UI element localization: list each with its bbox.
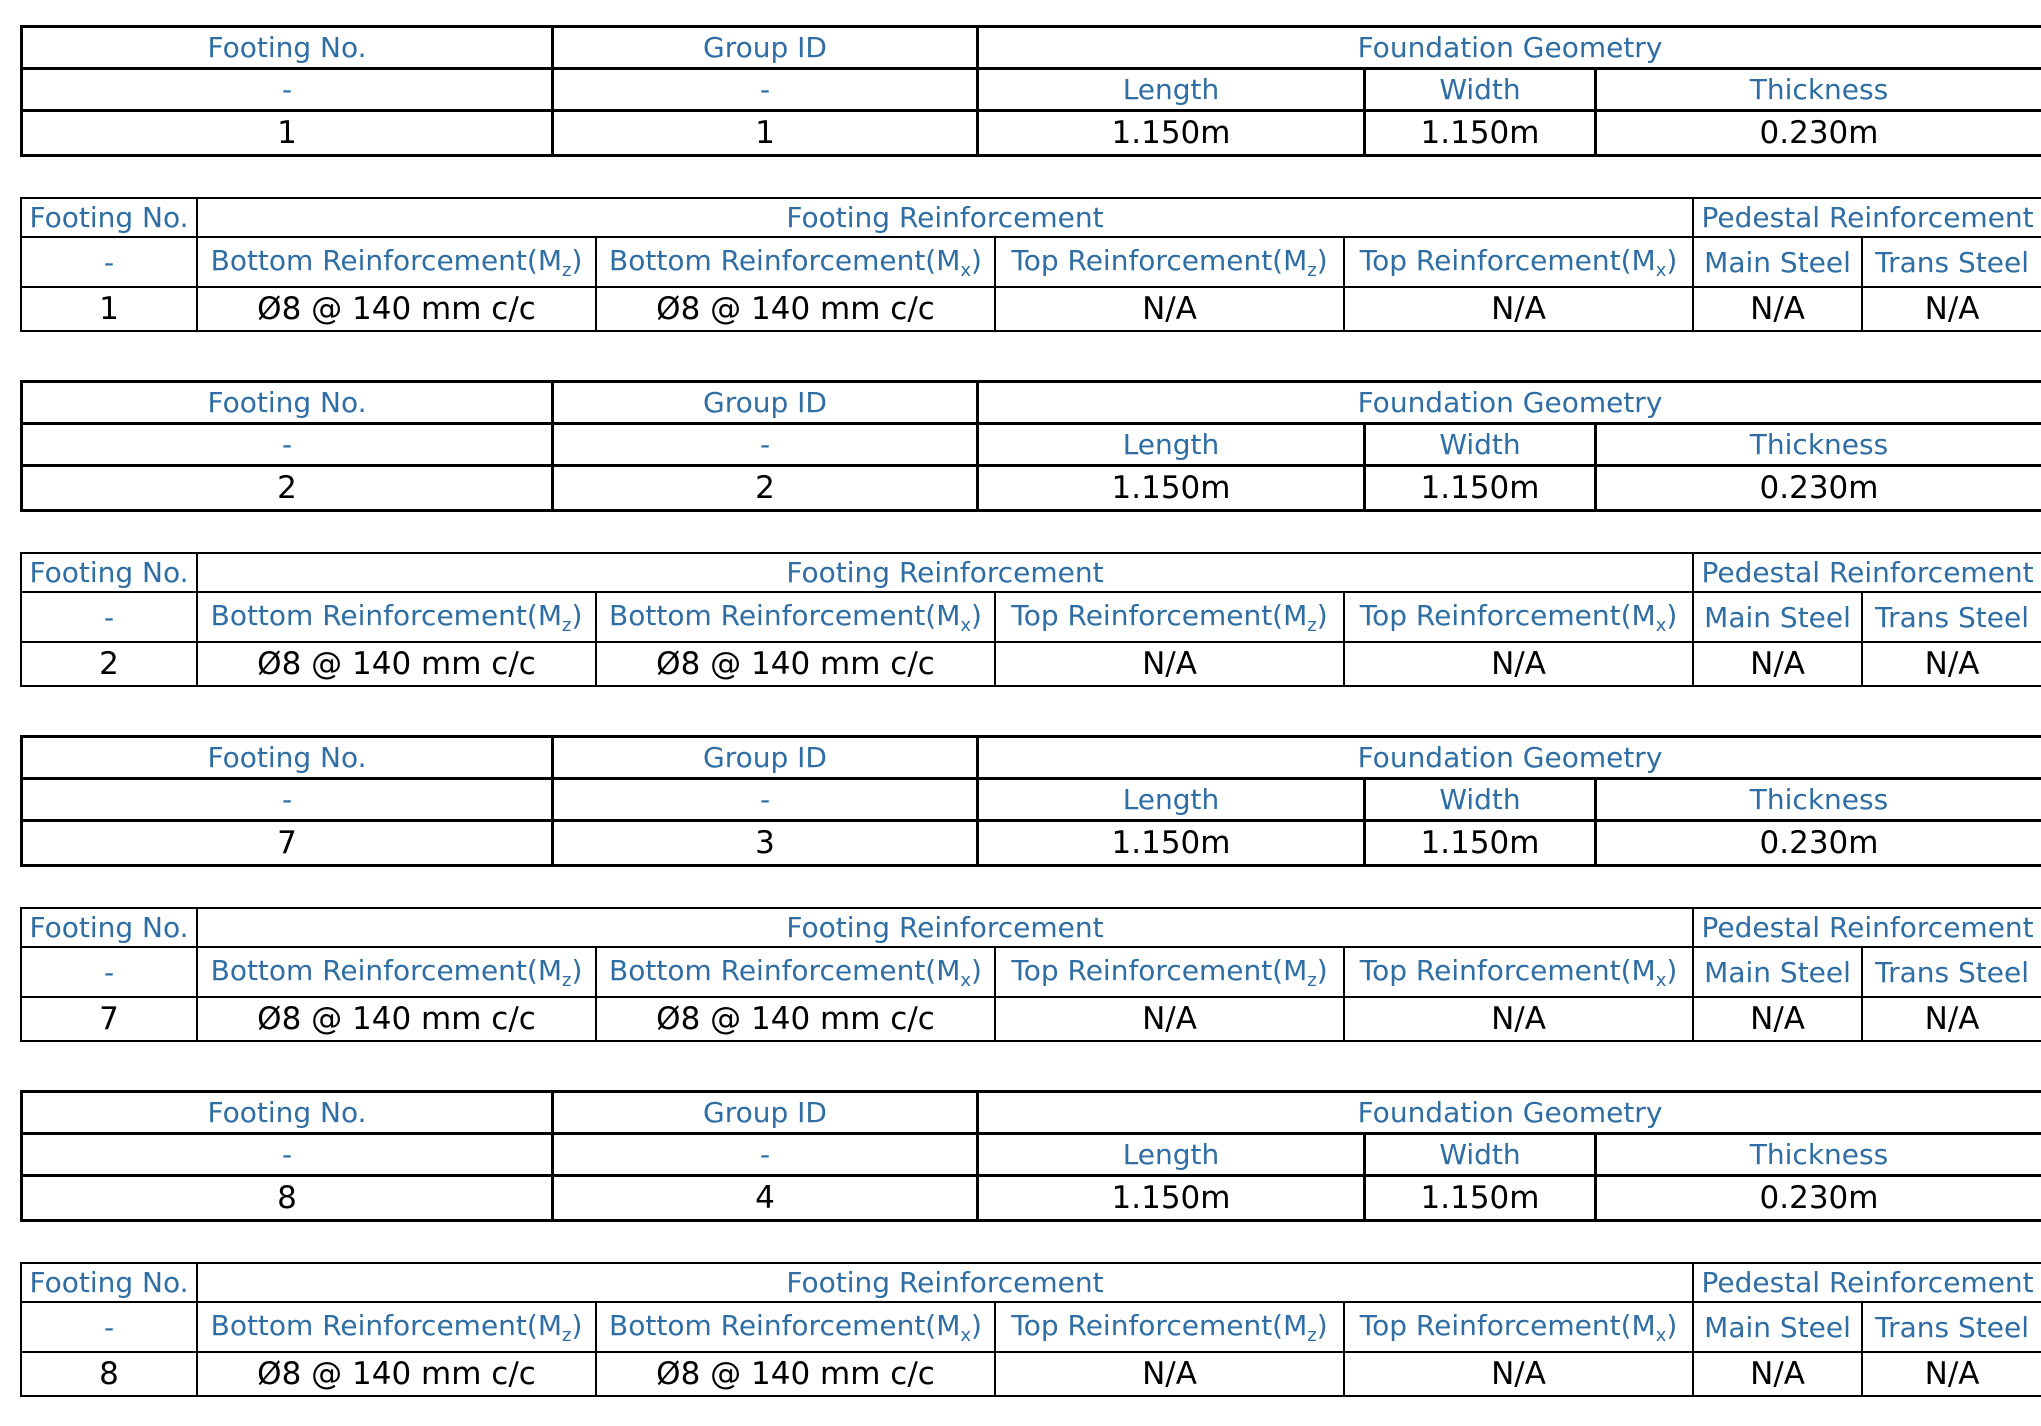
header-footing-reinforcement: Footing Reinforcement [197, 553, 1693, 592]
header-main-steel: Main Steel [1693, 947, 1862, 997]
header-bottom-reinforcement-mz: Bottom $Reinforcement(M_z)$ [197, 592, 596, 642]
header-pedestal-reinforcement: Pedestal Reinforcement [1693, 553, 2041, 592]
value-width: 1.150m [1365, 466, 1596, 511]
unit-footing-no: - [21, 947, 197, 997]
header-width: Width [1365, 1134, 1596, 1176]
header-foundation-geometry: Foundation Geometry [978, 1092, 2041, 1134]
value-group-id: 3 [553, 821, 978, 866]
header-top-reinforcement-mz: Top $Reinforcement(M_z)$ [995, 237, 1344, 287]
value-footing-no: 2 [22, 466, 553, 511]
header-foundation-geometry: Foundation Geometry [978, 737, 2041, 779]
header-top-reinforcement-mz: Top $Reinforcement(M_z)$ [995, 947, 1344, 997]
value-bottom-mx: Ø8 @ 140 mm c/c [596, 287, 995, 331]
value-length: 1.150m [978, 111, 1365, 156]
unit-footing-no: - [22, 779, 553, 821]
value-bottom-mx: Ø8 @ 140 mm c/c [596, 1352, 995, 1396]
reinforcement-table-footing-7 [20, 907, 2041, 1042]
unit-footing-no: - [22, 424, 553, 466]
header-footing-reinforcement: Footing Reinforcement [197, 1263, 1693, 1302]
header-bottom-reinforcement-mz: Bottom $Reinforcement(M_z)$ [197, 237, 596, 287]
value-group-id: 1 [553, 111, 978, 156]
value-width: 1.150m [1365, 1176, 1596, 1221]
value-top-mx: N/A [1344, 642, 1693, 686]
unit-group-id: - [553, 69, 978, 111]
value-top-mx: N/A [1344, 1352, 1693, 1396]
header-width: Width [1365, 69, 1596, 111]
value-thickness: 0.230m [1596, 1176, 2041, 1221]
value-footing-no: 2 [21, 642, 197, 686]
value-main-steel: N/A [1693, 1352, 1862, 1396]
value-bottom-mz: Ø8 @ 140 mm c/c [197, 997, 596, 1041]
header-top-reinforcement-mx: Top $Reinforcement(M_x)$ [1344, 1302, 1693, 1352]
value-top-mz: N/A [995, 642, 1344, 686]
header-footing-no: Footing No. [22, 737, 553, 779]
header-bottom-reinforcement-mx: Bottom $Reinforcement(M_x)$ [596, 947, 995, 997]
header-top-reinforcement-mz: Top $Reinforcement(M_z)$ [995, 1302, 1344, 1352]
header-trans-steel: Trans Steel [1862, 237, 2041, 287]
header-group-id: Group ID [553, 737, 978, 779]
value-thickness: 0.230m [1596, 111, 2041, 156]
geometry-table-footing-7 [20, 735, 2041, 867]
header-main-steel: Main Steel [1693, 1302, 1862, 1352]
value-trans-steel: N/A [1862, 642, 2041, 686]
reinforcement-table-footing-2 [20, 552, 2041, 687]
header-pedestal-reinforcement: Pedestal Reinforcement [1693, 198, 2041, 237]
header-pedestal-reinforcement: Pedestal Reinforcement [1693, 1263, 2041, 1302]
value-thickness: 0.230m [1596, 466, 2041, 511]
value-top-mz: N/A [995, 287, 1344, 331]
header-bottom-reinforcement-mz: Bottom $Reinforcement(M_z)$ [197, 947, 596, 997]
geometry-table-footing-2 [20, 380, 2041, 512]
value-group-id: 4 [553, 1176, 978, 1221]
value-bottom-mx: Ø8 @ 140 mm c/c [596, 997, 995, 1041]
value-thickness: 0.230m [1596, 821, 2041, 866]
value-bottom-mx: Ø8 @ 140 mm c/c [596, 642, 995, 686]
geometry-table-footing-1 [20, 25, 2041, 157]
header-top-reinforcement-mz: Top $Reinforcement(M_z)$ [995, 592, 1344, 642]
value-width: 1.150m [1365, 821, 1596, 866]
reinforcement-table-footing-8 [20, 1262, 2041, 1397]
header-thickness: Thickness [1596, 1134, 2041, 1176]
header-trans-steel: Trans Steel [1862, 1302, 2041, 1352]
header-top-reinforcement-mx: Top $Reinforcement(M_x)$ [1344, 237, 1693, 287]
header-group-id: Group ID [553, 382, 978, 424]
header-top-reinforcement-mx: Top $Reinforcement(M_x)$ [1344, 947, 1693, 997]
unit-footing-no: - [21, 237, 197, 287]
value-footing-no: 1 [22, 111, 553, 156]
header-length: Length [978, 424, 1365, 466]
header-footing-no: Footing No. [21, 198, 197, 237]
header-thickness: Thickness [1596, 69, 2041, 111]
value-footing-no: 8 [22, 1176, 553, 1221]
header-foundation-geometry: Foundation Geometry [978, 382, 2041, 424]
header-footing-no: Footing No. [21, 908, 197, 947]
value-main-steel: N/A [1693, 642, 1862, 686]
value-trans-steel: N/A [1862, 997, 2041, 1041]
header-trans-steel: Trans Steel [1862, 947, 2041, 997]
unit-footing-no: - [21, 592, 197, 642]
value-width: 1.150m [1365, 111, 1596, 156]
header-bottom-reinforcement-mx: Bottom $Reinforcement(M_x)$ [596, 237, 995, 287]
header-footing-no: Footing No. [21, 553, 197, 592]
value-top-mz: N/A [995, 1352, 1344, 1396]
value-length: 1.150m [978, 466, 1365, 511]
unit-group-id: - [553, 779, 978, 821]
header-footing-reinforcement: Footing Reinforcement [197, 198, 1693, 237]
header-main-steel: Main Steel [1693, 237, 1862, 287]
header-main-steel: Main Steel [1693, 592, 1862, 642]
header-top-reinforcement-mx: Top $Reinforcement(M_x)$ [1344, 592, 1693, 642]
header-group-id: Group ID [553, 27, 978, 69]
header-width: Width [1365, 779, 1596, 821]
unit-footing-no: - [22, 1134, 553, 1176]
header-footing-reinforcement: Footing Reinforcement [197, 908, 1693, 947]
unit-footing-no: - [22, 69, 553, 111]
header-bottom-reinforcement-mz: Bottom $Reinforcement(M_z)$ [197, 1302, 596, 1352]
value-bottom-mz: Ø8 @ 140 mm c/c [197, 287, 596, 331]
header-trans-steel: Trans Steel [1862, 592, 2041, 642]
header-thickness: Thickness [1596, 424, 2041, 466]
value-trans-steel: N/A [1862, 287, 2041, 331]
value-trans-steel: N/A [1862, 1352, 2041, 1396]
value-footing-no: 1 [21, 287, 197, 331]
value-main-steel: N/A [1693, 997, 1862, 1041]
header-length: Length [978, 1134, 1365, 1176]
value-top-mx: N/A [1344, 287, 1693, 331]
header-width: Width [1365, 424, 1596, 466]
value-bottom-mz: Ø8 @ 140 mm c/c [197, 642, 596, 686]
header-group-id: Group ID [553, 1092, 978, 1134]
value-footing-no: 7 [21, 997, 197, 1041]
geometry-table-footing-8 [20, 1090, 2041, 1222]
unit-group-id: - [553, 1134, 978, 1176]
unit-footing-no: - [21, 1302, 197, 1352]
value-length: 1.150m [978, 1176, 1365, 1221]
value-bottom-mz: Ø8 @ 140 mm c/c [197, 1352, 596, 1396]
header-footing-no: Footing No. [22, 382, 553, 424]
header-length: Length [978, 69, 1365, 111]
header-length: Length [978, 779, 1365, 821]
header-bottom-reinforcement-mx: Bottom $Reinforcement(M_x)$ [596, 592, 995, 642]
header-thickness: Thickness [1596, 779, 2041, 821]
unit-group-id: - [553, 424, 978, 466]
value-footing-no: 8 [21, 1352, 197, 1396]
header-pedestal-reinforcement: Pedestal Reinforcement [1693, 908, 2041, 947]
value-length: 1.150m [978, 821, 1365, 866]
header-footing-no: Footing No. [21, 1263, 197, 1302]
header-footing-no: Footing No. [22, 1092, 553, 1134]
value-group-id: 2 [553, 466, 978, 511]
value-top-mz: N/A [995, 997, 1344, 1041]
value-footing-no: 7 [22, 821, 553, 866]
header-foundation-geometry: Foundation Geometry [978, 27, 2041, 69]
header-footing-no: Footing No. [22, 27, 553, 69]
reinforcement-table-footing-1 [20, 197, 2041, 332]
value-top-mx: N/A [1344, 997, 1693, 1041]
value-main-steel: N/A [1693, 287, 1862, 331]
header-bottom-reinforcement-mx: Bottom $Reinforcement(M_x)$ [596, 1302, 995, 1352]
